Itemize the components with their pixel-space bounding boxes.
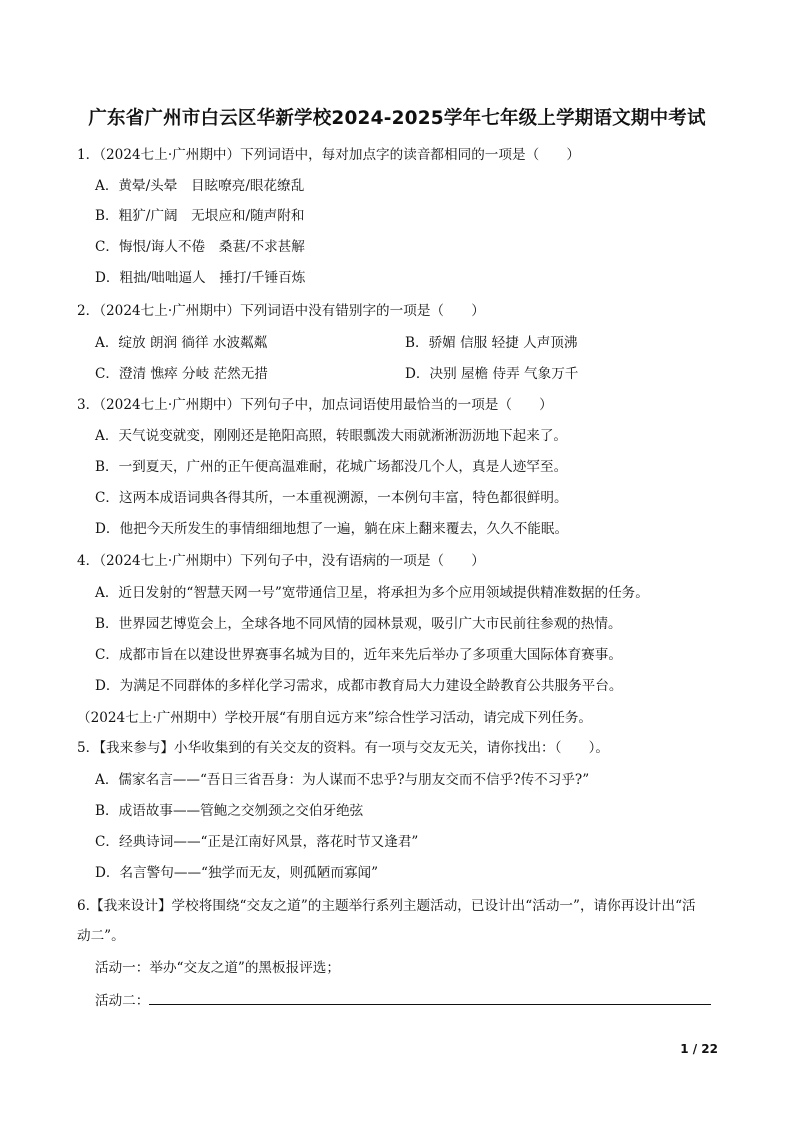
question-1-option-c: C．悔恨/诲人不倦 桑葚/不求甚解 — [95, 239, 305, 255]
question-3-stem: 3．（2024七上·广州期中）下列句子中，加点词语使用最恰当的一项是（ ） — [77, 397, 553, 413]
question-1-option-b: B．粗犷/广阔 无垠应和/随声附和 — [95, 208, 305, 224]
question-2-option-d: D．决别 屋檐 侍弄 气象万千 — [405, 366, 579, 382]
question-6-stem-line-1: 6.【我来设计】学校将围绕“交友之道”的主题举行系列主题活动，已设计出“活动一”，请你再设计出“活 — [77, 898, 696, 914]
activity-2-answer-line[interactable] — [149, 990, 711, 1005]
activity-2-label: 活动二： — [95, 993, 150, 1009]
question-5-option-b: B．成语故事——管鲍之交刎颈之交伯牙绝弦 — [95, 803, 364, 819]
question-3-option-c: C．这两本成语词典各得其所，一本重视溯源，一本例句丰富，特色都很鲜明。 — [95, 490, 568, 506]
question-5-option-a: A．儒家名言——“吾日三省吾身：为人谋而不忠乎?与朋友交而不信乎?传不习乎?” — [95, 772, 590, 788]
question-6-stem-line-2: 动二”。 — [77, 928, 125, 944]
question-4-option-a: A．近日发射的“智慧天网一号”宽带通信卫星，将承担为多个应用领域提供精准数据的任务。 — [95, 585, 649, 601]
question-5-option-d: D．名言警句——“独学而无友，则孤陋而寡闻” — [95, 865, 379, 881]
question-3-option-a: A．天气说变就变，刚刚还是艳阳高照，转眼瓢泼大雨就淅淅沥沥地下起来了。 — [95, 428, 568, 444]
question-4-option-c: C．成都市旨在以建设世界赛事名城为目的，近年来先后举办了多项重大国际体育赛事。 — [95, 647, 622, 663]
question-5-option-c: C．经典诗词——“正是江南好风景，落花时节又逢君” — [95, 834, 419, 850]
question-1-stem: 1．（2024七上·广州期中）下列词语中，每对加点字的读音都相同的一项是（ ） — [77, 147, 580, 163]
activity-intro: （2024七上·广州期中）学校开展“有朋自远方来”综合性学习活动，请完成下列任务。 — [77, 710, 593, 726]
question-2-option-c: C．澄清 憔瘁 分岐 茫然无措 — [95, 366, 268, 382]
activity-2-row — [95, 990, 711, 1011]
question-1-option-d: D．粗拙/咄咄逼人 捶打/千锤百炼 — [95, 270, 306, 286]
question-1-option-a: A．黄晕/头晕 目眩嘹亮/眼花缭乱 — [95, 178, 305, 194]
question-4-stem: 4．（2024七上·广州期中）下列句子中，没有语病的一项是（ ） — [77, 553, 485, 569]
question-4-option-d: D．为满足不同群体的多样化学习需求，成都市教育局大力建设全龄教育公共服务平台。 — [95, 678, 623, 694]
question-4-option-b: B．世界园艺博览会上，全球各地不同风情的园林景观，吸引广大市民前往参观的热情。 — [95, 616, 622, 632]
page-title: 广东省广州市白云区华新学校2024-2025学年七年级上学期语文期中考试 — [88, 108, 706, 129]
question-2-stem: 2．（2024七上·广州期中）下列词语中没有错别字的一项是（ ） — [77, 303, 485, 319]
page-number: 1 / 22 — [680, 1042, 718, 1056]
question-3-option-d: D．他把今天所发生的事情细细地想了一遍，躺在床上翻来覆去，久久不能眠。 — [95, 521, 569, 537]
question-2-option-a: A．绽放 朗润 徜徉 水波粼粼 — [95, 335, 268, 351]
question-5-stem: 5．【我来参与】小华收集到的有关交友的资料。有一项与交友无关，请你找出：（ ）。 — [77, 740, 609, 756]
question-2-option-b: B．骄媚 信服 轻捷 人声顶沸 — [405, 335, 578, 351]
question-3-option-b: B．一到夏天，广州的正午便高温难耐，花城广场都没几个人，真是人迹罕至。 — [95, 459, 568, 475]
activity-1-text: 活动一：举办“交友之道”的黑板报评选； — [95, 960, 340, 976]
